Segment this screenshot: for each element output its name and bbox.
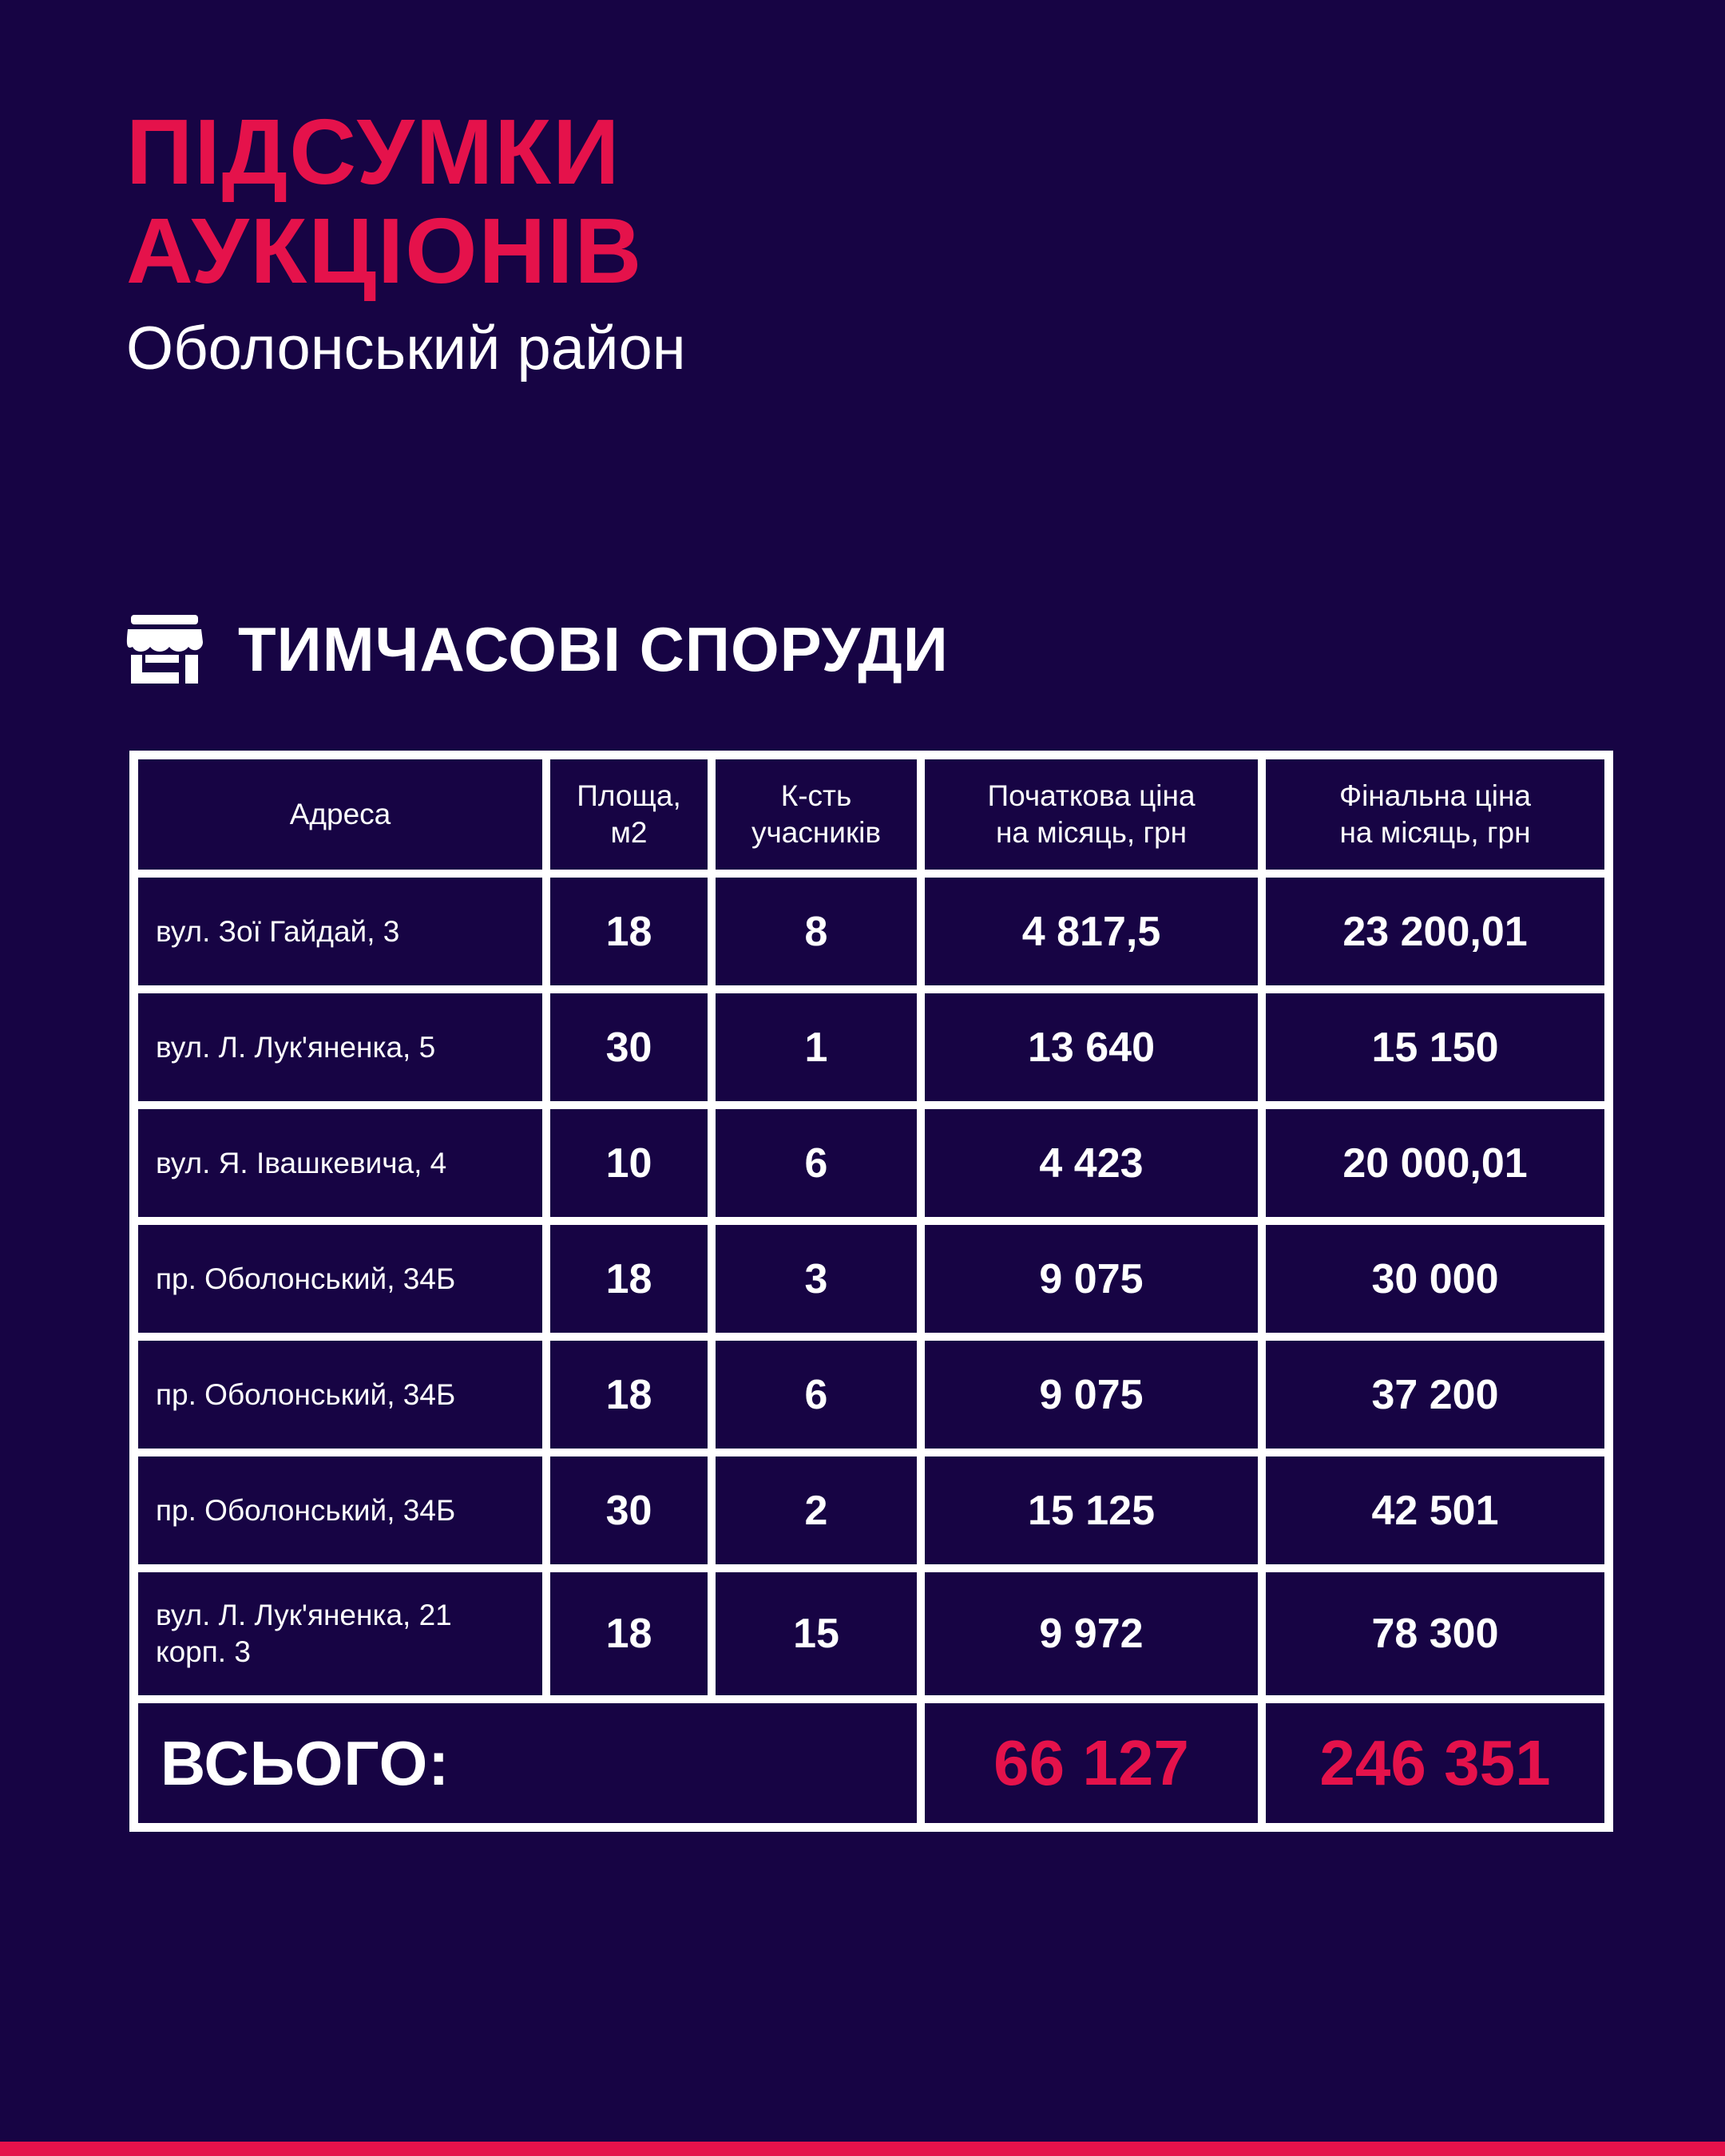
area-cell: 18 bbox=[546, 874, 712, 989]
area-cell: 30 bbox=[546, 989, 712, 1105]
address-cell bbox=[134, 874, 546, 989]
header-address-label: Адреса bbox=[289, 798, 391, 830]
start-price-cell: 4 423 bbox=[921, 1105, 1262, 1221]
bottom-accent-stripe bbox=[0, 2142, 1725, 2156]
address-text-line-2: корп. 3 bbox=[156, 1635, 251, 1668]
address-text: вул. Зої Гайдай, 3 bbox=[156, 914, 400, 948]
area-cell: 10 bbox=[546, 1105, 712, 1221]
participants-cell: 1 bbox=[712, 989, 921, 1105]
address-cell bbox=[134, 989, 546, 1105]
header-participants-label-1: К-сть bbox=[780, 779, 852, 812]
header-participants-label-2: учасників bbox=[751, 816, 882, 849]
start-price-cell: 15 125 bbox=[921, 1453, 1262, 1568]
table-row bbox=[134, 1453, 1608, 1568]
table-row bbox=[134, 1221, 1608, 1337]
address-text: вул. Л. Лук'яненка, 21 bbox=[156, 1599, 452, 1631]
start-price-cell: 9 075 bbox=[921, 1221, 1262, 1337]
final-price-cell: 20 000,01 bbox=[1262, 1105, 1608, 1221]
area-cell: 18 bbox=[546, 1337, 712, 1453]
address-text: вул. Л. Лук'яненка, 5 bbox=[156, 1030, 436, 1064]
auction-results-table bbox=[129, 751, 1613, 1832]
table-row bbox=[134, 1337, 1608, 1453]
area-cell: 18 bbox=[546, 1221, 712, 1337]
header-address bbox=[134, 755, 546, 874]
page-title bbox=[126, 100, 644, 303]
final-price-cell: 23 200,01 bbox=[1262, 874, 1608, 989]
start-price-cell: 4 817,5 bbox=[921, 874, 1262, 989]
participants-cell: 15 bbox=[712, 1568, 921, 1699]
table-row bbox=[134, 874, 1608, 989]
start-price-cell: 9 075 bbox=[921, 1337, 1262, 1453]
table-row bbox=[134, 1105, 1608, 1221]
page-title-line-2: АУКЦІОНІВ bbox=[126, 199, 644, 303]
header-start-price bbox=[921, 755, 1262, 874]
address-text: пр. Оболонський, 34Б bbox=[156, 1262, 456, 1295]
header-area-label-2: м2 bbox=[610, 816, 648, 849]
section-header bbox=[126, 605, 949, 693]
start-price-cell: 13 640 bbox=[921, 989, 1262, 1105]
table-row bbox=[134, 989, 1608, 1105]
header-final-price-label-1: Фінальна ціна bbox=[1339, 779, 1531, 812]
header-final-price bbox=[1262, 755, 1608, 874]
header-participants bbox=[712, 755, 921, 874]
address-cell bbox=[134, 1221, 546, 1337]
total-start-price: 66 127 bbox=[921, 1699, 1262, 1827]
address-cell bbox=[134, 1568, 546, 1699]
participants-cell: 2 bbox=[712, 1453, 921, 1568]
final-price-cell: 37 200 bbox=[1262, 1337, 1608, 1453]
participants-cell: 3 bbox=[712, 1221, 921, 1337]
final-price-cell: 30 000 bbox=[1262, 1221, 1608, 1337]
section-title: ТИМЧАСОВІ СПОРУДИ bbox=[238, 613, 949, 684]
district-subtitle: Оболонський район bbox=[126, 315, 686, 382]
participants-cell: 6 bbox=[712, 1337, 921, 1453]
address-text: вул. Я. Івашкевича, 4 bbox=[156, 1146, 447, 1179]
store-icon bbox=[126, 615, 203, 684]
header-area-label-1: Площа, bbox=[577, 779, 681, 812]
final-price-cell: 78 300 bbox=[1262, 1568, 1608, 1699]
table-header-row bbox=[134, 755, 1608, 874]
header-start-price-label-2: на місяць, грн bbox=[995, 816, 1188, 849]
final-price-cell: 42 501 bbox=[1262, 1453, 1608, 1568]
page-title-line-1: ПІДСУМКИ bbox=[126, 100, 621, 204]
address-text: пр. Оболонський, 34Б bbox=[156, 1493, 456, 1527]
address-cell bbox=[134, 1453, 546, 1568]
participants-cell: 6 bbox=[712, 1105, 921, 1221]
header-area bbox=[546, 755, 712, 874]
participants-cell: 8 bbox=[712, 874, 921, 989]
address-text: пр. Оболонський, 34Б bbox=[156, 1377, 456, 1411]
table-row bbox=[134, 1568, 1608, 1699]
area-cell: 18 bbox=[546, 1568, 712, 1699]
address-cell bbox=[134, 1105, 546, 1221]
area-cell: 30 bbox=[546, 1453, 712, 1568]
address-cell bbox=[134, 1337, 546, 1453]
final-price-cell: 15 150 bbox=[1262, 989, 1608, 1105]
header-start-price-label-1: Початкова ціна bbox=[987, 779, 1196, 812]
total-final-price: 246 351 bbox=[1262, 1699, 1608, 1827]
total-row bbox=[134, 1699, 1608, 1827]
start-price-cell: 9 972 bbox=[921, 1568, 1262, 1699]
header-final-price-label-2: на місяць, грн bbox=[1339, 816, 1531, 849]
total-label: ВСЬОГО: bbox=[134, 1699, 921, 1827]
